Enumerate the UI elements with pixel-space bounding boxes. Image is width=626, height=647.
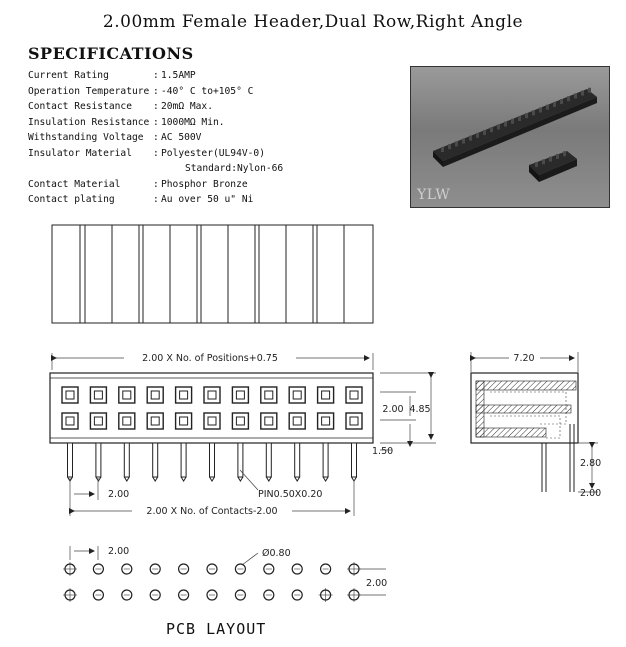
photo-watermark: YLW [417, 187, 451, 203]
socket-inner [265, 417, 273, 425]
front-pin [153, 443, 158, 477]
socket-inner [94, 417, 102, 425]
spec-label: Contact Resistance [28, 101, 132, 112]
socket-outer [346, 413, 362, 429]
dim-pin-pitch-label: 2.00 [580, 488, 602, 499]
socket-inner [66, 391, 74, 399]
spec-label: Current Rating [28, 70, 109, 81]
spec-value: 1000MΩ Min. [161, 116, 225, 128]
socket-outer [289, 387, 305, 403]
socket-outer [62, 413, 78, 429]
spec-separator: : [153, 70, 159, 81]
spec-separator: : [153, 147, 159, 159]
socket-outer [90, 387, 106, 403]
socket-outer [176, 413, 192, 429]
socket-outer [90, 413, 106, 429]
spec-label: Insulator Material [28, 147, 132, 159]
socket-outer [318, 413, 334, 429]
front-pin [181, 443, 186, 477]
front-pin-tip [295, 477, 300, 481]
front-view-sockets [62, 387, 362, 429]
front-view [50, 353, 436, 517]
socket-outer [147, 413, 163, 429]
spec-value: 1.5AMP [161, 70, 196, 81]
dim-row-pitch-label: 2.00 [382, 404, 404, 415]
socket-outer [232, 387, 248, 403]
socket-inner [350, 391, 358, 399]
socket-outer [261, 387, 277, 403]
spec-value: Standard:Nylon-66 [185, 163, 284, 174]
top-view-divider-lines [80, 225, 344, 323]
dim-positions-label: 2.00 X No. of Positions+0.75 [142, 353, 278, 364]
front-pin [266, 443, 271, 477]
spec-label: Contact Material [28, 178, 121, 190]
socket-inner [123, 417, 131, 425]
socket-outer [62, 387, 78, 403]
spec-separator: : [153, 194, 159, 205]
spec-value: 20mΩ Max. [161, 101, 213, 112]
socket-inner [293, 391, 301, 399]
dim-contacts-label: 2.00 X No. of Contacts-2.00 [146, 506, 278, 517]
socket-outer [232, 413, 248, 429]
pcb-hole-size-label: Ø0.80 [262, 548, 291, 559]
spec-separator: : [153, 85, 159, 97]
socket-outer [346, 387, 362, 403]
socket-inner [236, 417, 244, 425]
front-pin [124, 443, 129, 477]
spec-separator: : [153, 116, 159, 128]
socket-inner [208, 417, 216, 425]
spec-value: Au over 50 u" Ni [161, 194, 254, 205]
socket-inner [94, 391, 102, 399]
front-pin [323, 443, 328, 477]
spec-value: Phosphor Bronze [161, 178, 248, 190]
pcb-holes [63, 562, 361, 602]
socket-inner [322, 417, 330, 425]
socket-outer [204, 387, 220, 403]
socket-outer [119, 387, 135, 403]
socket-inner [123, 391, 131, 399]
socket-inner [66, 417, 74, 425]
spec-separator: : [153, 178, 159, 190]
pcb-row-pitch-label: 2.00 [366, 578, 388, 589]
front-pin-tip [238, 477, 243, 481]
front-pin [68, 443, 73, 477]
socket-inner [293, 417, 301, 425]
spec-label: Insulation Resistance [28, 116, 150, 128]
front-view-body [50, 373, 373, 443]
page-title: 2.00mm Female Header,Dual Row,Right Angle [102, 12, 524, 32]
socket-outer [204, 413, 220, 429]
socket-outer [289, 413, 305, 429]
front-pin [210, 443, 215, 477]
dim-height-label: 4.85 [409, 404, 431, 415]
spec-value: AC 500V [161, 132, 202, 143]
socket-outer [176, 387, 192, 403]
front-pin [96, 443, 101, 477]
pcb-layout-caption: PCB LAYOUT [166, 620, 267, 638]
spec-value: -40° C to+105° C [161, 85, 254, 97]
socket-inner [180, 417, 188, 425]
front-pin-tip [210, 477, 215, 481]
spec-label: Withstanding Voltage [28, 132, 144, 143]
dim-offset-label: 1.50 [372, 446, 394, 457]
spec-separator: : [153, 101, 159, 112]
pcb-col-pitch-label: 2.00 [108, 546, 130, 557]
top-view [52, 225, 373, 323]
side-view [471, 352, 601, 499]
socket-inner [350, 417, 358, 425]
socket-outer [318, 387, 334, 403]
specifications-heading: SPECIFICATIONS [28, 44, 194, 63]
front-pin-tip [124, 477, 129, 481]
spec-value: Polyester(UL94V-0) [161, 147, 265, 159]
front-pin-tip [266, 477, 271, 481]
spec-separator: : [153, 132, 159, 143]
front-pin-tip [153, 477, 158, 481]
socket-inner [236, 391, 244, 399]
socket-inner [265, 391, 273, 399]
dim-depth-label: 7.20 [513, 353, 535, 364]
front-pin-tip [323, 477, 328, 481]
socket-outer [119, 413, 135, 429]
front-view-pins [68, 443, 357, 481]
front-pin-tip [96, 477, 101, 481]
spec-label: Contact plating [28, 194, 115, 205]
socket-inner [322, 391, 330, 399]
socket-inner [151, 417, 159, 425]
socket-outer [147, 387, 163, 403]
socket-inner [180, 391, 188, 399]
socket-inner [151, 391, 159, 399]
dim-col-pitch-label: 2.00 [108, 489, 130, 500]
dim-pin-length-label: 2.80 [580, 458, 602, 469]
socket-outer [261, 413, 277, 429]
front-pin [352, 443, 357, 477]
pin-size-label: PIN0.50X0.20 [258, 489, 323, 500]
pcb-layout [63, 546, 387, 602]
spec-label: Operation Temperature [28, 85, 150, 97]
socket-inner [208, 391, 216, 399]
front-pin [295, 443, 300, 477]
front-pin-tip [181, 477, 186, 481]
